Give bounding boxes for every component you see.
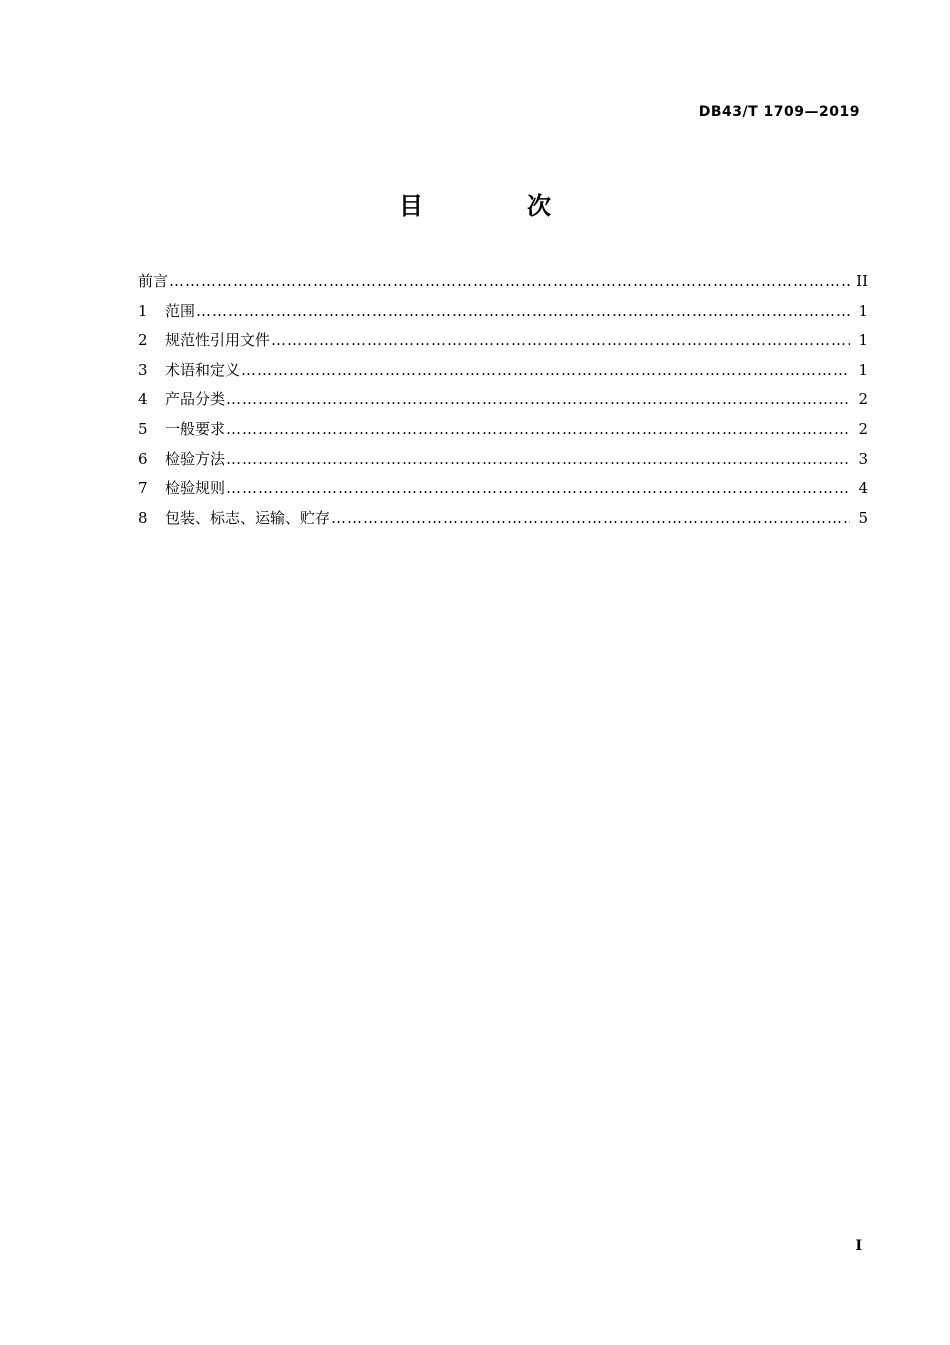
toc-leader-dots [226,450,850,468]
toc-leader-dots [241,361,850,379]
standard-code: DB43/T 1709—2019 [698,104,860,120]
toc-entry-number: 3 [138,360,148,379]
toc-entry-number: 7 [138,479,148,498]
toc-entry-packaging-marking-transport-storage[interactable] [138,507,868,537]
toc-entry-product-classification[interactable] [138,388,868,418]
toc-entry-page: 2 [858,419,868,438]
toc-entry-normative-references[interactable] [138,329,868,359]
toc-entry-page: 1 [858,360,868,379]
table-of-contents [138,270,868,536]
toc-entry-label: 规范性引用文件 [165,331,271,350]
toc-entry-terms-definitions[interactable] [138,359,868,389]
toc-leader-dots [226,420,850,438]
toc-leader-dots [226,390,850,408]
page-number: I [855,1238,862,1254]
toc-leader-dots [196,302,850,320]
toc-entry-foreword[interactable] [138,270,868,300]
toc-entry-label: 检验方法 [165,449,226,468]
toc-entry-page: 4 [858,479,868,498]
toc-entry-test-methods[interactable] [138,448,868,478]
toc-leader-dots [226,479,850,497]
toc-entry-general-requirements[interactable] [138,418,868,448]
toc-entry-scope[interactable] [138,300,868,330]
toc-entry-number: 8 [138,508,148,527]
toc-entry-label: 范围 [165,301,196,320]
toc-entry-label: 前言 [138,272,169,290]
toc-entry-page: 1 [858,301,868,320]
toc-leader-dots [331,509,850,527]
toc-entry-page: II [856,272,868,290]
toc-entry-number: 1 [138,301,148,320]
toc-leader-dots [271,331,850,349]
toc-entry-page: 1 [858,331,868,350]
toc-entry-number: 2 [138,331,148,350]
toc-entry-number: 5 [138,419,148,438]
toc-entry-label: 一般要求 [165,419,226,438]
toc-entry-number: 4 [138,390,148,409]
toc-entry-page: 5 [858,508,868,527]
toc-entry-page: 2 [858,390,868,409]
toc-entry-label: 产品分类 [165,390,226,409]
toc-title: 目 次 [399,192,591,220]
toc-entry-inspection-rules[interactable] [138,477,868,507]
toc-entry-number: 6 [138,449,148,468]
toc-entry-page: 3 [858,449,868,468]
toc-leader-dots [169,272,850,290]
toc-entry-label: 术语和定义 [165,360,241,379]
toc-entry-label: 包装、标志、运输、贮存 [165,508,331,527]
toc-entry-label: 检验规则 [165,479,226,498]
